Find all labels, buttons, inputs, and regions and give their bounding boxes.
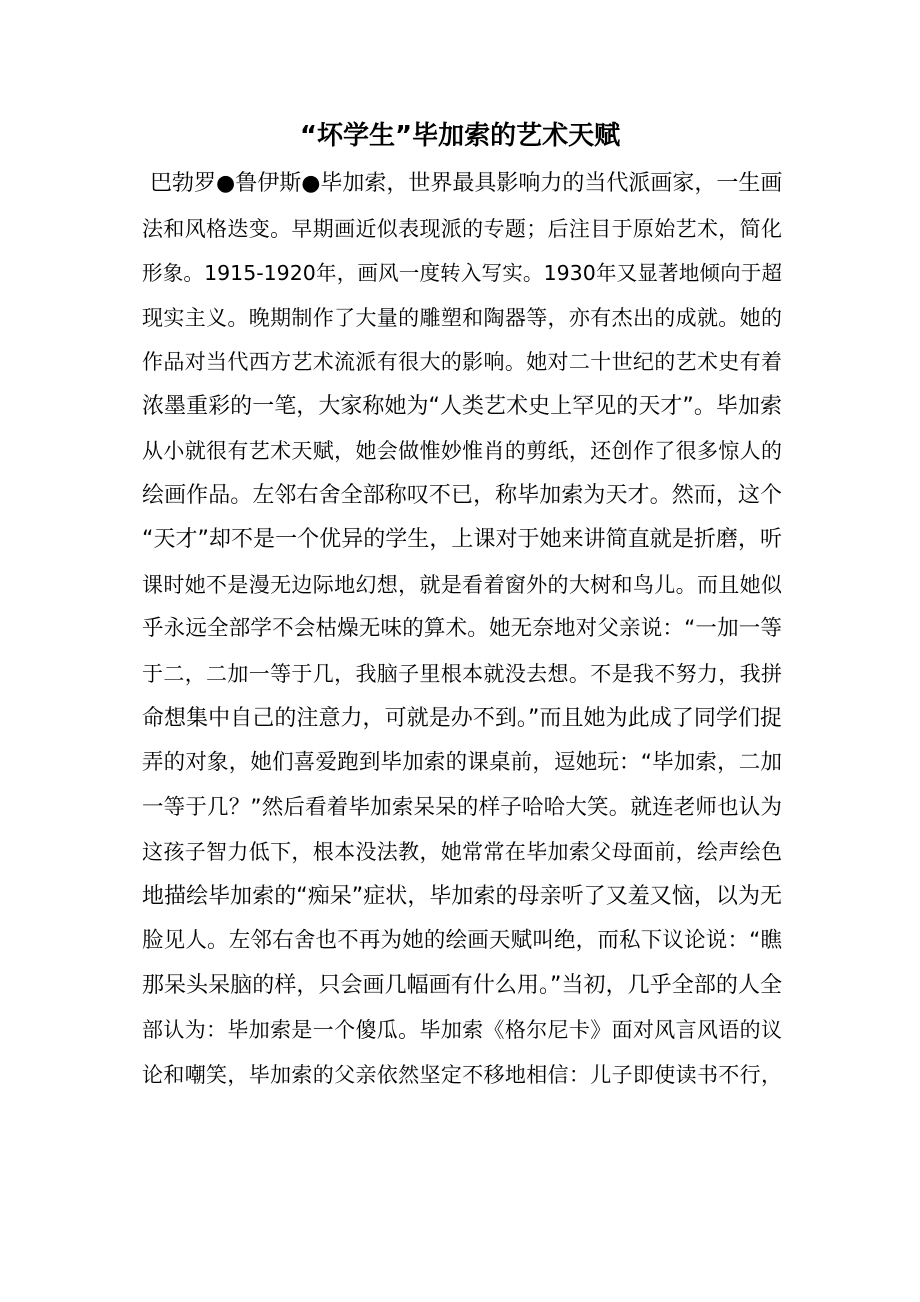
text-line: 脸见人。左邻右舍也不再为她的绘画天赋叫绝，而私下议论说：“瞧 [142,928,782,954]
text-line: 那呆头呆脑的样，只会画几幅画有什么用。”当初，几乎全部的人全 [142,972,782,998]
text-line: 巴勃罗●鲁伊斯●毕加索，世界最具影响力的当代派画家，一生画 [150,171,783,196]
text-line: 从小就很有艺术天赋，她会做惟妙惟肖的剪纸，还创作了很多惊人的 [142,439,782,464]
text-line: 命想集中自己的注意力，可就是办不到。”而且她为此成了同学们捉 [142,705,782,731]
text-line: 于二，二加一等于几，我脑子里根本就没去想。不是我不努力，我拼 [142,662,782,687]
text-line: 绘画作品。左邻右舍全部称叹不已，称毕加索为天才。然而，这个 [142,482,782,508]
text-line: 乎永远全部学不会枯燥无味的算术。她无奈地对父亲说：“一加一等 [142,616,782,642]
text-line: 部认为：毕加索是一个傻瓜。毕加索《格尔尼卡》面对风言风语的议 [142,1018,782,1043]
text-line: 论和嘲笑，毕加索的父亲依然坚定不移地相信：儿子即使读书不行， [142,1062,782,1087]
text-line: 形象。1915-1920年，画风一度转入写实。1930年又显著地倾向于超 [142,261,782,286]
text-line: 法和风格迭变。早期画近似表现派的专题；后注目于原始艺术，简化 [142,216,782,241]
text-line: 课时她不是漫无边际地幻想，就是看着窗外的大树和鸟儿。而且她似 [142,572,782,597]
text-line: 一等于几？”然后看着毕加索呆呆的样子哈哈大笑。就连老师也认为 [142,794,782,820]
text-line: 现实主义。晚期制作了大量的雕塑和陶器等，亦有杰出的成就。她的 [142,305,782,330]
text-line: 地描绘毕加索的“痴呆”症状，毕加索的母亲听了又羞又恼，以为无 [142,883,782,909]
text-line: 浓墨重彩的一笔，大家称她为“人类艺术史上罕见的天才”。毕加索 [142,393,782,419]
text-line: 作品对当代西方艺术流派有很大的影响。她对二十世纪的艺术史有着 [142,350,782,375]
document-body [142,162,782,1097]
document-title: “坏学生”毕加索的艺术天赋 [299,121,621,151]
text-line: 弄的对象，她们喜爱跑到毕加索的课桌前，逗她玩：“毕加索，二加 [142,750,782,776]
text-line: “天才”却不是一个优异的学生，上课对于她来讲简直就是折磨，听 [142,527,782,553]
text-line: 这孩子智力低下，根本没法教，她常常在毕加索父母面前，绘声绘色 [142,840,782,865]
